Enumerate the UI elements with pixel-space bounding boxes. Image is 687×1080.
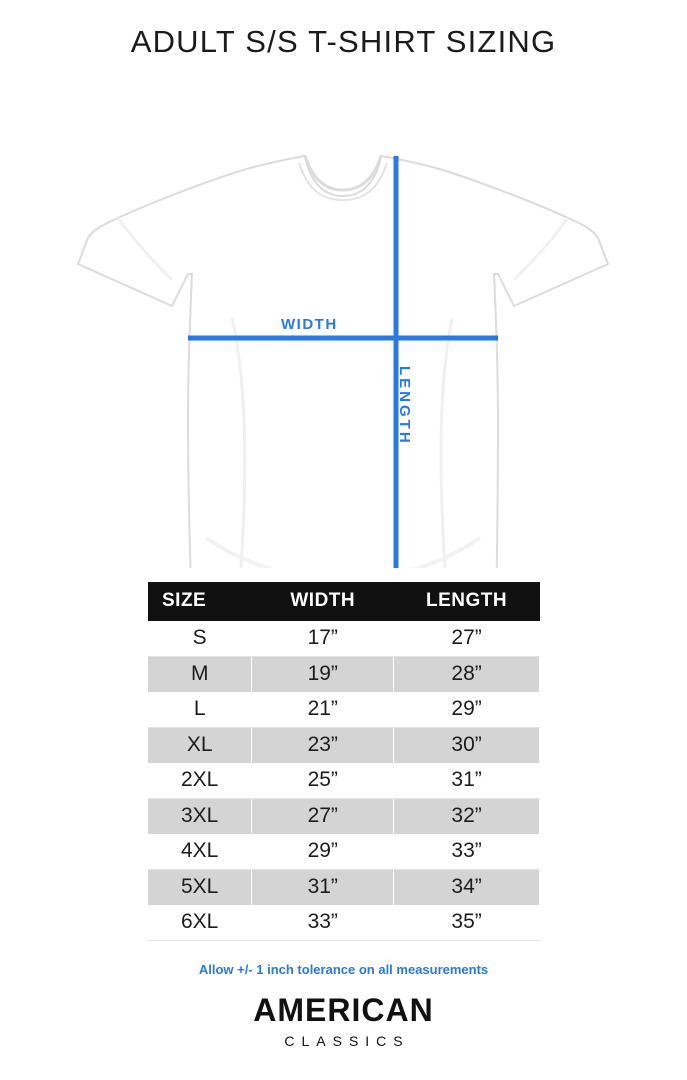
column-header-width: WIDTH (252, 582, 394, 621)
size-table-container (148, 582, 540, 941)
brand-logo (0, 992, 687, 1049)
table-row (148, 657, 540, 693)
cell-length: 31” (394, 763, 540, 799)
width-label: WIDTH (281, 316, 338, 333)
cell-length: 35” (394, 905, 540, 941)
cell-length: 34” (394, 870, 540, 906)
tolerance-note: Allow +/- 1 inch tolerance on all measurements (198, 962, 489, 977)
cell-size: 5XL (148, 870, 252, 906)
cell-length: 32” (394, 799, 540, 835)
table-row (148, 870, 540, 906)
cell-width: 27” (252, 799, 394, 835)
table-row (148, 728, 540, 764)
cell-length: 27” (394, 621, 540, 657)
cell-length: 33” (394, 834, 540, 870)
cell-width: 19” (252, 657, 394, 693)
cell-width: 21” (252, 692, 394, 728)
cell-length: 29” (394, 692, 540, 728)
page-title: ADULT S/S T-SHIRT SIZING (130, 24, 557, 59)
brand-subtitle: CLASSICS (284, 1033, 410, 1049)
cell-width: 23” (252, 728, 394, 764)
cell-size: 4XL (148, 834, 252, 870)
cell-width: 29” (252, 834, 394, 870)
cell-width: 31” (252, 870, 394, 906)
cell-size: 6XL (148, 905, 252, 941)
column-header-size: SIZE (148, 582, 252, 621)
tshirt-diagram-svg (0, 68, 687, 568)
cell-size: 3XL (148, 799, 252, 835)
cell-size: 2XL (148, 763, 252, 799)
column-header-length: LENGTH (394, 582, 540, 621)
cell-size: L (148, 692, 252, 728)
tshirt-illustration (0, 68, 687, 568)
table-row (148, 692, 540, 728)
table-row (148, 834, 540, 870)
table-row (148, 799, 540, 835)
shirt-shape (78, 156, 608, 568)
cell-size: S (148, 621, 252, 657)
table-row (148, 905, 540, 941)
cell-width: 25” (252, 763, 394, 799)
size-table (148, 582, 540, 941)
cell-size: M (148, 657, 252, 693)
length-label: LENGTH (396, 366, 413, 446)
size-table-body (148, 621, 540, 941)
cell-width: 33” (252, 905, 394, 941)
cell-size: XL (148, 728, 252, 764)
table-row (148, 621, 540, 657)
cell-length: 30” (394, 728, 540, 764)
table-header-row (148, 582, 540, 621)
cell-length: 28” (394, 657, 540, 693)
table-row (148, 763, 540, 799)
size-table-head (148, 582, 540, 621)
brand-name: AMERICAN (253, 992, 434, 1028)
cell-width: 17” (252, 621, 394, 657)
